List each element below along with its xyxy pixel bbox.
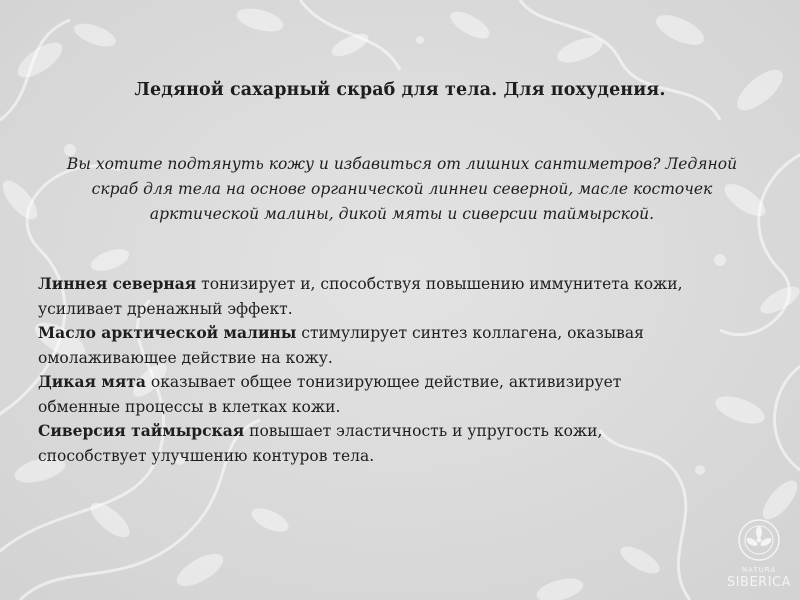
ingredient-line [38,370,778,395]
ingredient-name: Сиверсия таймырская [38,421,245,440]
logo-text-natura: NATURA [741,566,777,574]
ingredient-line: обменные процессы в клетках кожи. [38,397,341,416]
ingredient-line: усиливает дренажный эффект. [38,299,293,318]
natura-siberica-logo [722,518,796,598]
ingredient-name: Дикая мята [38,372,146,391]
ingredient-name: Масло арктической малины [38,323,297,342]
intro-line: Вы хотите подтянуть кожу и избавиться от лишних сантиметров? Ледяной [66,155,738,173]
ingredient-line [38,419,778,444]
ingredient-text: оказывает общее тонизирующее действие, активизирует [145,373,622,391]
ingredient-line [38,321,778,346]
ingredient-line: способствует улучшению контуров тела. [38,446,375,465]
intro-paragraph [40,152,764,227]
intro-line: скраб для тела на основе органической линнеи северной, масле косточек [91,180,713,198]
ingredient-line: омолаживающее действие на кожу. [38,348,333,367]
ingredient-text: повышает эластичность и упругость кожи, [244,422,603,440]
leaf-emblem-icon [737,518,781,562]
ingredient-text: тонизирует и, способствуя повышению иммунитета кожи, [196,275,683,293]
slide-title: Ледяной сахарный скраб для тела. Для похудения. [134,80,666,100]
ingredient-line [38,272,778,297]
ingredient-name: Линнея северная [38,274,197,293]
intro-line: арктической малины, дикой мяты и сиверсии таймырской. [149,205,655,223]
ingredients-paragraph [38,272,778,468]
ingredient-text: стимулирует синтез коллагена, оказывая [296,324,644,342]
logo-text-siberica: SIBERICA [726,575,792,590]
